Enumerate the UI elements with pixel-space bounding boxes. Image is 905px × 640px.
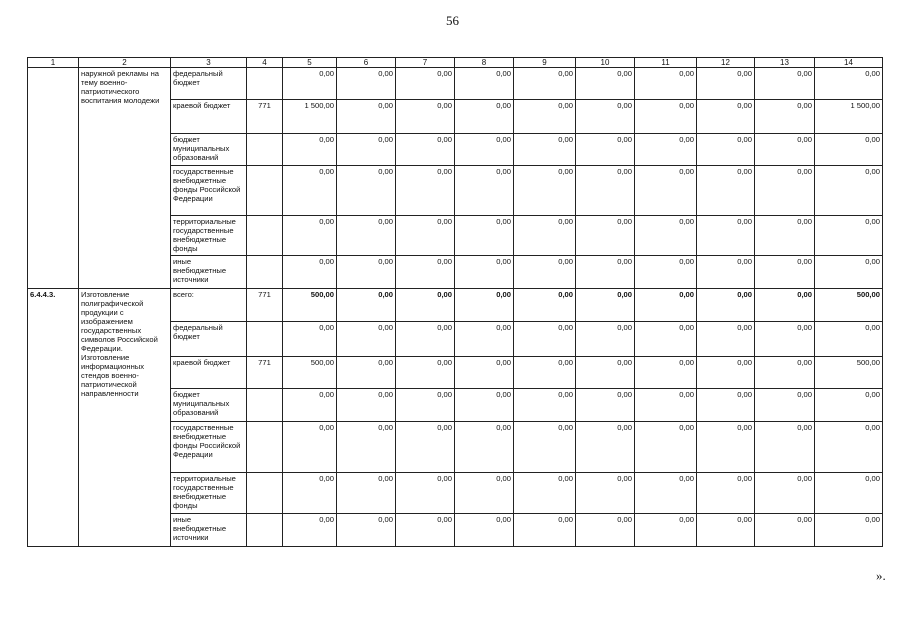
amount-cell: 0,00	[697, 357, 755, 389]
funding-source: краевой бюджет	[171, 100, 247, 134]
amount-cell: 0,00	[514, 389, 576, 422]
kbk-code	[247, 322, 283, 357]
kbk-code: 771	[247, 357, 283, 389]
table-row	[28, 68, 883, 100]
amount-cell: 0,00	[697, 166, 755, 216]
amount-cell: 0,00	[396, 389, 455, 422]
kbk-code	[247, 216, 283, 256]
amount-cell: 0,00	[455, 166, 514, 216]
amount-cell: 0,00	[815, 166, 883, 216]
amount-cell: 0,00	[337, 68, 396, 100]
amount-cell: 0,00	[635, 134, 697, 166]
amount-cell: 0,00	[815, 514, 883, 547]
kbk-code	[247, 256, 283, 289]
amount-cell: 0,00	[697, 68, 755, 100]
kbk-code	[247, 514, 283, 547]
amount-cell: 0,00	[514, 166, 576, 216]
header-cell: 8	[455, 58, 514, 68]
funding-source: федеральный бюджет	[171, 322, 247, 357]
amount-cell: 0,00	[697, 216, 755, 256]
kbk-code: 771	[247, 289, 283, 322]
header-cell: 14	[815, 58, 883, 68]
page-number: 56	[446, 13, 459, 28]
amount-cell: 0,00	[337, 322, 396, 357]
budget-table	[27, 57, 883, 547]
amount-cell: 0,00	[755, 473, 815, 514]
amount-cell: 0,00	[815, 422, 883, 473]
header-cell: 11	[635, 58, 697, 68]
funding-source: всего:	[171, 289, 247, 322]
amount-cell: 0,00	[455, 473, 514, 514]
kbk-code	[247, 134, 283, 166]
closing-mark: ».	[876, 568, 886, 583]
amount-cell: 0,00	[576, 100, 635, 134]
amount-cell: 0,00	[514, 322, 576, 357]
amount-cell: 0,00	[755, 134, 815, 166]
amount-cell: 0,00	[697, 322, 755, 357]
amount-cell: 0,00	[697, 100, 755, 134]
header-cell: 3	[171, 58, 247, 68]
amount-cell: 0,00	[635, 166, 697, 216]
amount-cell: 0,00	[396, 256, 455, 289]
amount-cell: 0,00	[455, 357, 514, 389]
kbk-code: 771	[247, 100, 283, 134]
amount-cell: 0,00	[337, 216, 396, 256]
amount-cell: 500,00	[283, 289, 337, 322]
amount-cell: 0,00	[635, 357, 697, 389]
amount-cell: 0,00	[396, 100, 455, 134]
amount-cell: 0,00	[635, 473, 697, 514]
amount-cell: 0,00	[755, 216, 815, 256]
amount-cell: 0,00	[283, 322, 337, 357]
funding-source: бюджет муниципальных образований	[171, 134, 247, 166]
amount-cell: 0,00	[815, 389, 883, 422]
amount-cell: 0,00	[455, 68, 514, 100]
amount-cell: 0,00	[755, 100, 815, 134]
amount-cell: 0,00	[514, 100, 576, 134]
amount-cell: 0,00	[337, 514, 396, 547]
amount-cell: 0,00	[283, 256, 337, 289]
amount-cell: 0,00	[697, 422, 755, 473]
amount-cell: 0,00	[576, 68, 635, 100]
amount-cell: 0,00	[455, 256, 514, 289]
amount-cell: 0,00	[455, 389, 514, 422]
table-row	[28, 289, 883, 322]
kbk-code	[247, 389, 283, 422]
amount-cell: 0,00	[697, 256, 755, 289]
funding-source: иные внебюджетные источники	[171, 256, 247, 289]
amount-cell: 0,00	[514, 514, 576, 547]
amount-cell: 0,00	[396, 473, 455, 514]
amount-cell: 0,00	[755, 389, 815, 422]
amount-cell: 0,00	[635, 216, 697, 256]
amount-cell: 0,00	[337, 166, 396, 216]
amount-cell: 0,00	[455, 134, 514, 166]
amount-cell: 0,00	[755, 422, 815, 473]
amount-cell: 0,00	[815, 322, 883, 357]
amount-cell: 0,00	[576, 357, 635, 389]
header-cell: 10	[576, 58, 635, 68]
amount-cell: 0,00	[815, 134, 883, 166]
amount-cell: 0,00	[514, 216, 576, 256]
amount-cell: 0,00	[635, 100, 697, 134]
amount-cell: 0,00	[576, 166, 635, 216]
amount-cell: 0,00	[283, 473, 337, 514]
funding-source: государственные внебюджетные фонды Российской Федерации	[171, 422, 247, 473]
header-cell: 7	[396, 58, 455, 68]
amount-cell: 0,00	[815, 256, 883, 289]
item-name: наружной рекламы на тему военно-патриотического воспитания молодежи	[79, 68, 171, 289]
amount-cell: 0,00	[396, 322, 455, 357]
amount-cell: 0,00	[576, 256, 635, 289]
header-cell: 5	[283, 58, 337, 68]
amount-cell: 0,00	[697, 134, 755, 166]
amount-cell: 0,00	[514, 68, 576, 100]
amount-cell: 0,00	[514, 473, 576, 514]
amount-cell: 0,00	[396, 514, 455, 547]
kbk-code	[247, 68, 283, 100]
amount-cell: 0,00	[576, 514, 635, 547]
amount-cell: 0,00	[635, 422, 697, 473]
amount-cell: 0,00	[576, 134, 635, 166]
amount-cell: 1 500,00	[283, 100, 337, 134]
kbk-code	[247, 422, 283, 473]
amount-cell: 500,00	[815, 289, 883, 322]
amount-cell: 0,00	[755, 68, 815, 100]
amount-cell: 0,00	[576, 289, 635, 322]
amount-cell: 0,00	[396, 289, 455, 322]
amount-cell: 0,00	[396, 216, 455, 256]
amount-cell: 0,00	[337, 422, 396, 473]
item-code: 6.4.4.3.	[28, 289, 79, 547]
header-row	[28, 58, 883, 68]
amount-cell: 0,00	[514, 256, 576, 289]
amount-cell: 0,00	[755, 322, 815, 357]
amount-cell: 500,00	[283, 357, 337, 389]
amount-cell: 0,00	[337, 289, 396, 322]
amount-cell: 0,00	[635, 68, 697, 100]
amount-cell: 0,00	[514, 422, 576, 473]
amount-cell: 0,00	[283, 68, 337, 100]
amount-cell: 0,00	[337, 134, 396, 166]
amount-cell: 0,00	[576, 422, 635, 473]
amount-cell: 0,00	[635, 256, 697, 289]
amount-cell: 0,00	[283, 389, 337, 422]
amount-cell: 0,00	[396, 134, 455, 166]
amount-cell: 0,00	[755, 357, 815, 389]
header-cell: 13	[755, 58, 815, 68]
header-cell: 6	[337, 58, 396, 68]
funding-source: территориальные государственные внебюджетные фонды	[171, 473, 247, 514]
amount-cell: 0,00	[514, 289, 576, 322]
amount-cell: 0,00	[635, 322, 697, 357]
amount-cell: 1 500,00	[815, 100, 883, 134]
amount-cell: 0,00	[635, 514, 697, 547]
funding-source: федеральный бюджет	[171, 68, 247, 100]
item-code	[28, 68, 79, 289]
amount-cell: 0,00	[455, 216, 514, 256]
header-cell: 1	[28, 58, 79, 68]
amount-cell: 0,00	[755, 256, 815, 289]
amount-cell: 0,00	[455, 322, 514, 357]
amount-cell: 0,00	[337, 357, 396, 389]
amount-cell: 0,00	[337, 256, 396, 289]
amount-cell: 0,00	[455, 100, 514, 134]
amount-cell: 0,00	[576, 216, 635, 256]
amount-cell: 0,00	[635, 289, 697, 322]
amount-cell: 0,00	[396, 166, 455, 216]
amount-cell: 0,00	[755, 514, 815, 547]
amount-cell: 0,00	[815, 216, 883, 256]
amount-cell: 0,00	[815, 68, 883, 100]
amount-cell: 0,00	[755, 166, 815, 216]
kbk-code	[247, 166, 283, 216]
amount-cell: 0,00	[697, 473, 755, 514]
amount-cell: 0,00	[514, 357, 576, 389]
amount-cell: 0,00	[283, 422, 337, 473]
amount-cell: 0,00	[697, 389, 755, 422]
funding-source: территориальные государственные внебюджетные фонды	[171, 216, 247, 256]
amount-cell: 0,00	[815, 473, 883, 514]
amount-cell: 0,00	[396, 422, 455, 473]
funding-source: иные внебюджетные источники	[171, 514, 247, 547]
amount-cell: 0,00	[576, 389, 635, 422]
header-cell: 9	[514, 58, 576, 68]
amount-cell: 0,00	[337, 473, 396, 514]
amount-cell: 0,00	[455, 514, 514, 547]
amount-cell: 0,00	[455, 422, 514, 473]
amount-cell: 0,00	[697, 514, 755, 547]
header-cell: 2	[79, 58, 171, 68]
amount-cell: 0,00	[514, 134, 576, 166]
amount-cell: 0,00	[576, 473, 635, 514]
funding-source: краевой бюджет	[171, 357, 247, 389]
amount-cell: 0,00	[635, 389, 697, 422]
amount-cell: 0,00	[396, 68, 455, 100]
amount-cell: 0,00	[755, 289, 815, 322]
amount-cell: 0,00	[283, 216, 337, 256]
amount-cell: 0,00	[337, 389, 396, 422]
amount-cell: 0,00	[283, 134, 337, 166]
amount-cell: 0,00	[337, 100, 396, 134]
amount-cell: 0,00	[455, 289, 514, 322]
funding-source: государственные внебюджетные фонды Российской Федерации	[171, 166, 247, 216]
amount-cell: 0,00	[283, 514, 337, 547]
funding-source: бюджет муниципальных образований	[171, 389, 247, 422]
amount-cell: 0,00	[396, 357, 455, 389]
header-cell: 4	[247, 58, 283, 68]
header-cell: 12	[697, 58, 755, 68]
amount-cell: 0,00	[283, 166, 337, 216]
amount-cell: 500,00	[815, 357, 883, 389]
amount-cell: 0,00	[697, 289, 755, 322]
kbk-code	[247, 473, 283, 514]
amount-cell: 0,00	[576, 322, 635, 357]
item-name: Изготовление полиграфической продукции с изображением государственных символов Российской Федерации. Изготовление информационных стендов военно-патриотической направленности	[79, 289, 171, 547]
